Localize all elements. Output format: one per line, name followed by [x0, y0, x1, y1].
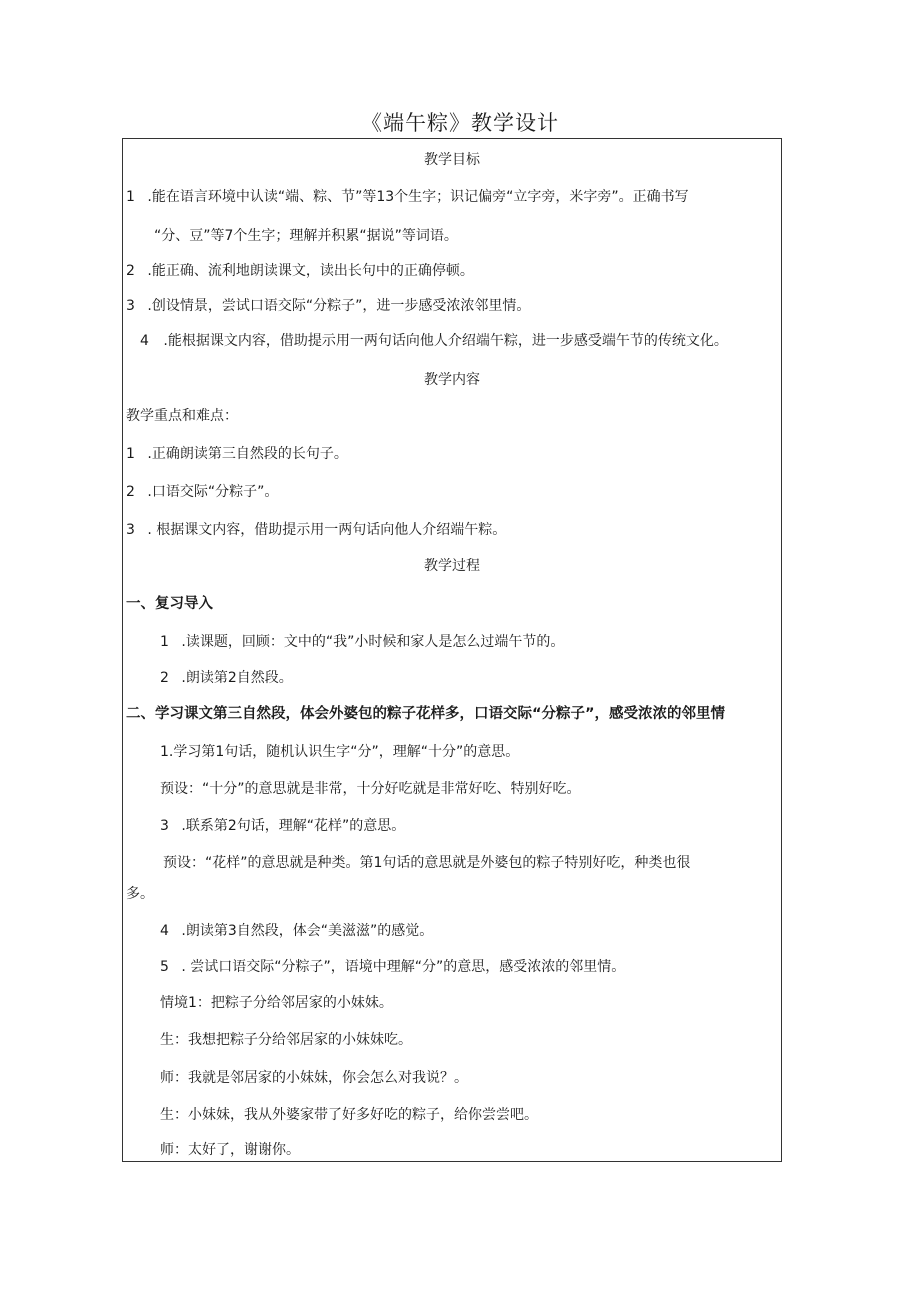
process-step [160, 921, 433, 941]
content-text: . 根据课文内容，借助提示用一两句话向他人介绍端午粽。 [147, 522, 507, 538]
process-step [160, 957, 625, 977]
goal-item-4 [140, 331, 728, 351]
content-number: 1 [126, 446, 135, 462]
dialogue-line: 生：小妹妹，我从外婆家带了好多好吃的粽子，给你尝尝吧。 [160, 1107, 538, 1123]
goal-item-3 [126, 296, 530, 316]
document-title: 《端午粽》教学设计 [361, 111, 559, 135]
content-number: 2 [126, 484, 135, 500]
step-text: .朗读第3自然段，体会“美滋滋”的感觉。 [181, 923, 434, 939]
goal-text: .能正确、流利地朗读课文，读出长句中的正确停顿。 [147, 263, 474, 279]
goal-number: 3 [126, 298, 135, 314]
step-text: . 尝试口语交际“分粽子”，语境中理解“分”的意思，感受浓浓的邻里情。 [181, 959, 626, 975]
goal-number: 2 [126, 263, 135, 279]
step-number: 2 [160, 670, 169, 686]
preset-note-continued: 多。 [126, 886, 154, 902]
content-item-3 [126, 520, 506, 540]
step-number: 3 [160, 818, 169, 834]
section-1-title: 一、复习导入 [126, 596, 213, 612]
process-step [160, 668, 293, 688]
step-text: .朗读第2自然段。 [181, 670, 293, 686]
step-number: 1 [160, 634, 169, 650]
goal-item-1 [126, 187, 689, 207]
section-2-title: 二、学习课文第三自然段，体会外婆包的粽子花样多，口语交际“分粽子”，感受浓浓的邻里情 [126, 706, 726, 722]
step-number: 5 [160, 959, 169, 975]
preset-note: 预设：“花样”的意思就是种类。第1句话的意思就是外婆包的粽子特别好吃，种类也很 [163, 855, 691, 871]
goal-text: .能在语言环境中认读“端、粽、节”等13个生字；识记偏旁“立字旁，米字旁”。正确书写 [147, 189, 689, 205]
step-text: .联系第2句话，理解“花样”的意思。 [181, 818, 406, 834]
process-heading: 教学过程 [424, 558, 480, 574]
goal-text: .能根据课文内容，借助提示用一两句话向他人介绍端午粽，进一步感受端午节的传统文化。 [163, 333, 728, 349]
goals-heading: 教学目标 [424, 152, 480, 168]
process-step: 1.学习第1句话，随机认识生字“分”，理解“十分”的意思。 [160, 744, 520, 760]
goal-item-2 [126, 261, 474, 281]
key-points-heading: 教学重点和难点： [126, 408, 238, 424]
content-text: .口语交际“分粽子”。 [147, 484, 279, 500]
goal-number: 4 [140, 333, 149, 349]
dialogue-line: 生：我想把粽子分给邻居家的小妹妹吃。 [160, 1032, 412, 1048]
process-step [160, 816, 405, 836]
content-item-1 [126, 444, 348, 464]
goal-text: .创设情景，尝试口语交际“分粽子”，进一步感受浓浓邻里情。 [147, 298, 531, 314]
dialogue-line: 情境1：把粽子分给邻居家的小妹妹。 [160, 995, 393, 1011]
preset-note: 预设：“十分”的意思就是非常，十分好吃就是非常好吃、特别好吃。 [160, 781, 581, 797]
step-text: .读课题，回顾：文中的“我”小时候和家人是怎么过端午节的。 [181, 634, 565, 650]
content-item-2 [126, 482, 278, 502]
goal-item-1-continued: “分、豆”等7个生字；理解并积累“据说”等词语。 [154, 228, 458, 244]
dialogue-line: 师：我就是邻居家的小妹妹，你会怎么对我说？。 [160, 1070, 468, 1086]
step-number: 4 [160, 923, 169, 939]
content-number: 3 [126, 522, 135, 538]
dialogue-line: 师：太好了，谢谢你。 [160, 1142, 300, 1158]
process-step [160, 632, 564, 652]
content-heading: 教学内容 [424, 372, 480, 388]
content-text: .正确朗读第三自然段的长句子。 [147, 446, 348, 462]
goal-number: 1 [126, 189, 135, 205]
